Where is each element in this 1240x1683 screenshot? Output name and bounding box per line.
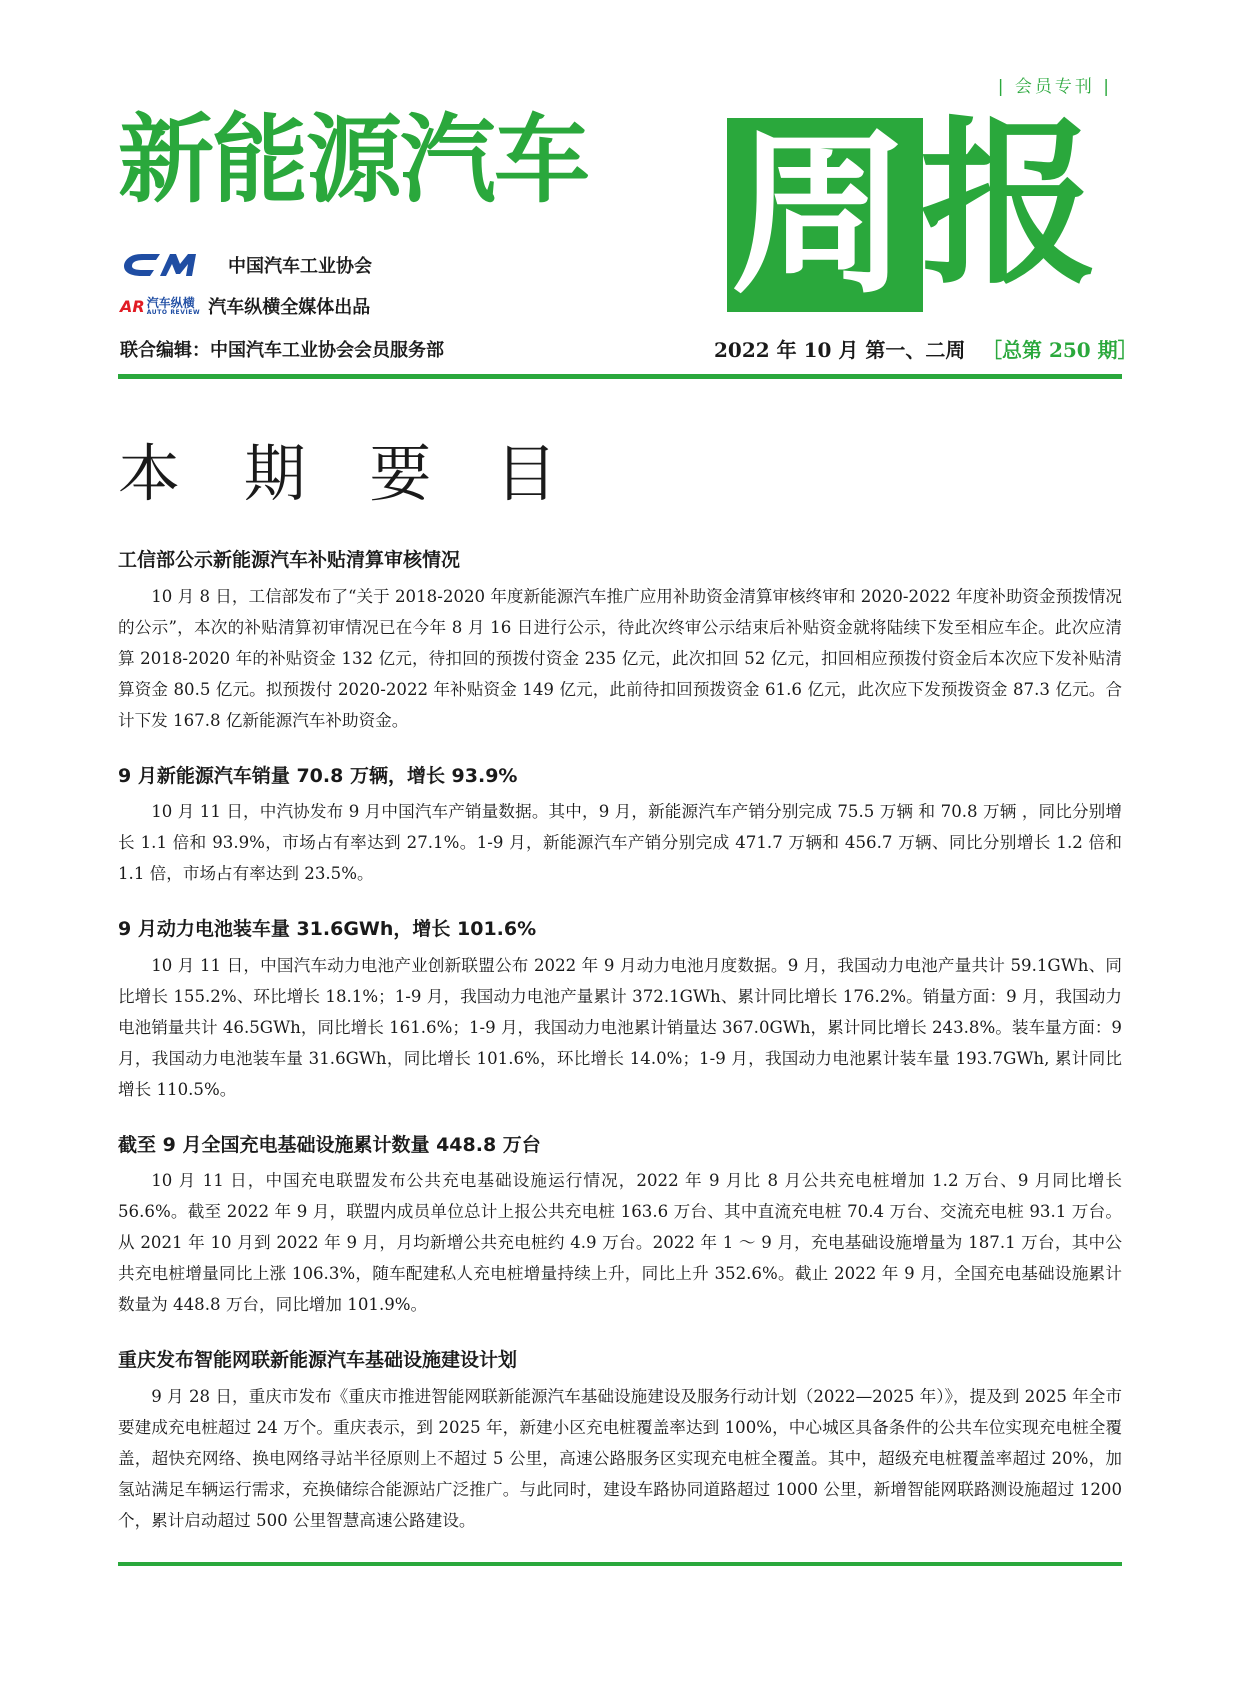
caam-logo-icon (120, 250, 204, 280)
auto-review-logo-en: AUTO REVIEW (146, 308, 201, 316)
article-body: 10 月 8 日，工信部发布了“关于 2018-2020 年度新能源汽车推广应用补助资金清算审核终审和 2020-2022 年度补助资金预拨情况的公示”，本次的补贴清算初审情况已在今年 8 月 16 日进行公示，待此次终审公示结束后补贴资金就将陆续下发至相应车企。此次应清算 2018-2020 年的补贴资金 132 亿元，待扣回的预拨付资金 235 亿元，此次扣回 52 亿元，扣回相应预拨付资金后本次应下发补贴清算资金 80.5 亿元。拟预拨付 2020-2022 年补贴资金 149 亿元，此前待扣回预拨资金 61.6 亿元，此次应下发预拨资金 87.3 亿元。合计下发 167.8 亿新能源汽车补助资金。 (118, 586, 1122, 730)
article-body: 10 月 11 日，中国充电联盟发布公共充电基础设施运行情况，2022 年 9 月比 8 月公共充电桩增加 1.2 万台、9 月同比增长 56.6%。截至 2022 年 9 月，联盟内成员单位总计上报公共充电桩 163.6 万台、其中直流充电桩 70.4 万台、交流充电桩 93.1 万台。从 2021 年 10 月到 2022 年 9 月，月均新增公共充电桩约 4.9 万台。2022 年 1 ～ 9 月，充电基础设施增量为 187.1 万台，其中公共充电桩增量同比上涨 106.3%，随车配建私人充电桩增量持续上升，同比上升 352.6%。截止 2022 年 9 月，全国充电基础设施累计数量为 448.8 万台，同比增加 101.9%。 (118, 1171, 1122, 1314)
org-name: 中国汽车工业协会 (228, 256, 372, 277)
article-title: 9 月新能源汽车销量 70.8 万辆，增长 93.9% (118, 764, 518, 787)
article-body: 9 月 28 日，重庆市发布《重庆市推进智能网联新能源汽车基础设施建设及服务行动计划（2022—2025 年）》，提及到 2025 年全市要建成充电桩超过 24 万个。重庆表示，到 2025 年，新建小区充电桩覆盖率达到 100%，中心城区具备条件的公共车位实现充电桩全覆盖，超快充网络、换电网络寻站半径原则上不超过 5 公里，高速公路服务区实现充电桩全覆盖。其中，超级充电桩覆盖率超过 20%，加氢站满足车辆运行需求，充换储综合能源站广泛推广。与此同时，建设车路协同道路超过 1000 公里，新增智能网联路测设施超过 1200 个，累计启动超过 500 公里智慧高速公路建设。 (118, 1386, 1122, 1530)
member-tag: | 会员专刊 | (997, 77, 1112, 97)
article-list (118, 546, 1122, 1562)
article (118, 762, 1122, 890)
org-row-caam (120, 250, 372, 280)
article-title: 截至 9 月全国充电基础设施累计数量 448.8 万台 (118, 1133, 541, 1156)
article (118, 1346, 1122, 1536)
article-title: 9 月动力电池装车量 31.6GWh，增长 101.6% (118, 918, 537, 940)
masthead-bao: 报 (920, 101, 1098, 308)
article (118, 915, 1122, 1105)
article-title: 工信部公示新能源汽车补贴清算审核情况 (118, 549, 461, 571)
issue-total: ［总第 250 期］ (982, 338, 1138, 362)
auto-review-logo (120, 297, 200, 316)
section-heading: 本 期 要 目 (118, 437, 580, 510)
masthead-zhou: 周 (731, 111, 909, 318)
masthead-title: 新能源汽车 (118, 104, 588, 216)
article (118, 546, 1122, 736)
org-row-auto-review (120, 293, 370, 319)
article-body: 10 月 11 日，中汽协发布 9 月中国汽车产销量数据。其中，9 月，新能源汽车产销分别完成 75.5 万辆 和 70.8 万辆 ，同比分别增长 1.1 倍和 93.9%，市场占有率达到 27.1%。1-9 月，新能源汽车产销分别完成 471.7 万辆和 456.7 万辆、同比分别增长 1.2 倍和 1.1 倍，市场占有率达到 23.5%。 (118, 802, 1122, 883)
auto-review-logo-cn: 汽车纵横 (146, 295, 195, 310)
article (118, 1131, 1122, 1321)
issue-date: 2022 年 10 月 第一、二周 (714, 338, 966, 362)
footer-rule (118, 1562, 1122, 1566)
auto-review-logo-mark: AR (120, 296, 145, 316)
publisher-name: 汽车纵横全媒体出品 (208, 297, 371, 318)
auto-review-logo-text (147, 297, 201, 316)
article-body: 10 月 11 日，中国汽车动力电池产业创新联盟公布 2022 年 9 月动力电池月度数据。9 月，我国动力电池产量共计 59.1GWh、同比增长 155.2%、环比增长 18.1%；1-9 月，我国动力电池产量累计 372.1GWh、累计同比增长 176.2%。销量方面：9 月，我国动力电池销量共计 46.5GWh，同比增长 161.6%；1-9 月，我国动力电池累计销量达 367.0GWh，累计同比增长 243.8%。装车量方面：9 月，我国动力电池装车量 31.6GWh，同比增长 101.6%，环比增长 14.0%；1-9 月，我国动力电池累计装车量 193.7GWh, 累计同比增长 110.5%。 (118, 955, 1122, 1099)
article-title: 重庆发布智能网联新能源汽车基础设施建设计划 (118, 1349, 518, 1371)
zhou-block (727, 111, 923, 318)
header-rule (118, 374, 1122, 379)
joint-editor: 联合编辑：中国汽车工业协会会员服务部 (120, 340, 444, 361)
